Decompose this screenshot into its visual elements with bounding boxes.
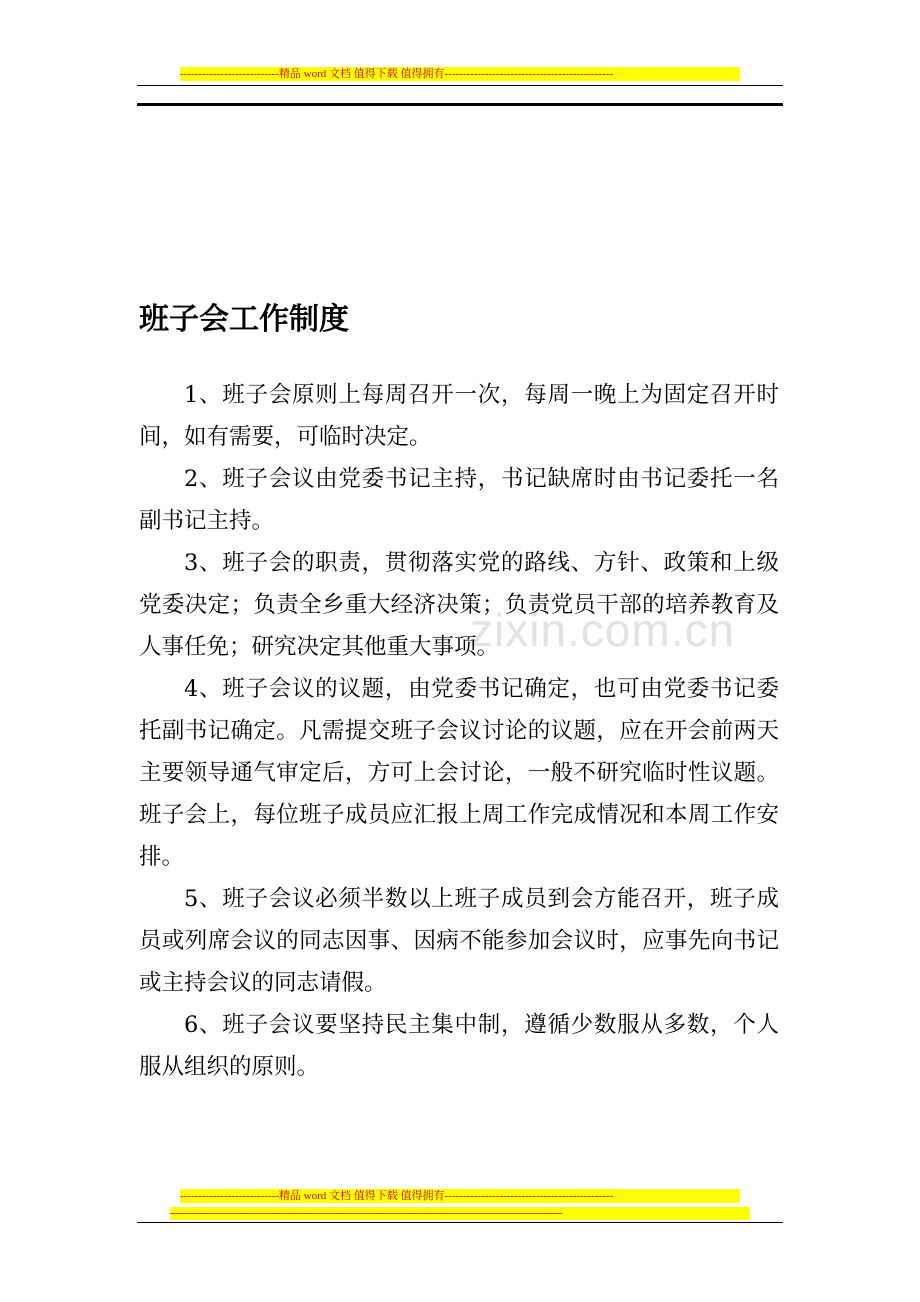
header-banner: ---------------------------精品 word 文档 值得下载 值得拥有---------------------------------------------- (180, 67, 740, 81)
document-body (139, 374, 779, 1088)
footer-dashes: ---------------------------------------------------------------------------------------------------------------------------- (170, 1207, 750, 1220)
paragraph: 5、班子会议必须半数以上班子成员到会方能召开，班子成员或列席会议的同志因事、因病不能参加会议时，应事先向书记或主持会议的同志请假。 (139, 886, 779, 996)
footer-banner: ---------------------------精品 word 文档 值得下载 值得拥有---------------------------------------------- (180, 1189, 740, 1203)
paragraph: 3、班子会的职责，贯彻落实党的路线、方针、政策和上级党委决定；负责全乡重大经济决策；负责党员干部的培养教育及人事任免；研究决定其他重大事项。 (139, 550, 779, 660)
header-rule-thin (137, 85, 783, 86)
paragraph: 4、班子会议的议题，由党委书记确定，也可由党委书记委托副书记确定。凡需提交班子会议讨论的议题，应在开会前两天主要领导通气审定后，方可上会讨论，一般不研究临时性议题。班子会上，每位班子成员应汇报上周工作完成情况和本周工作安排。 (139, 676, 779, 870)
document-title: 班子会工作制度 (139, 302, 349, 337)
footer-rule (137, 1222, 783, 1223)
paragraph: 2、班子会议由党委书记主持，书记缺席时由书记委托一名副书记主持。 (139, 466, 779, 534)
header-rule-thick (137, 103, 783, 106)
paragraph: 1、班子会原则上每周召开一次，每周一晚上为固定召开时间，如有需要，可临时决定。 (139, 382, 779, 450)
paragraph: 6、班子会议要坚持民主集中制，遵循少数服从多数，个人服从组织的原则。 (139, 1012, 779, 1080)
watermark: zixin.com.cn (470, 604, 736, 656)
